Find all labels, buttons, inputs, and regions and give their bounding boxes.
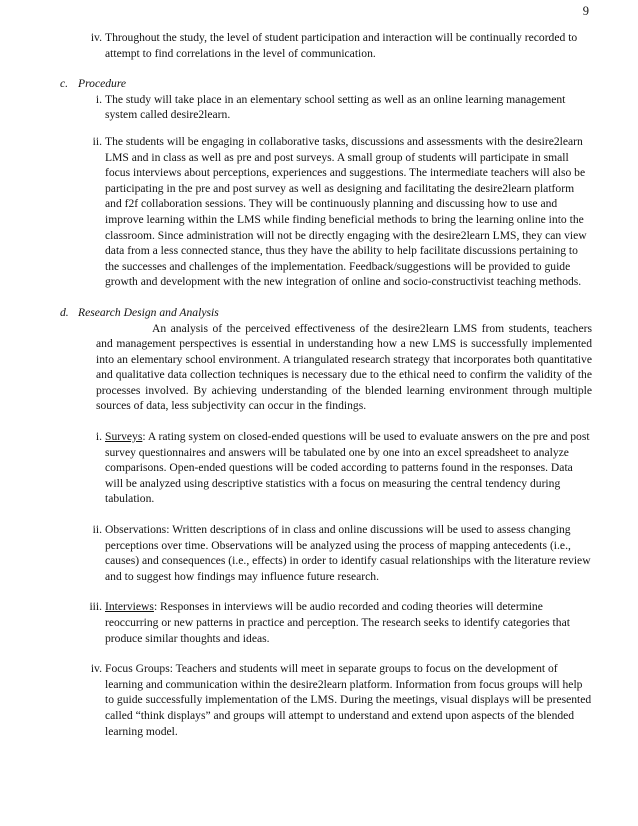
list-label: Observations [105, 523, 167, 537]
list-item-interviews [60, 599, 592, 646]
list-item [60, 92, 592, 123]
section-letter: d. [60, 305, 69, 319]
list-text: Throughout the study, the level of student participation and interaction will be continually recorded to attempt to find correlations in the level of communication. [105, 31, 578, 60]
list-text: The study will take place in an elementary school setting as well as an online learning management system called desire2learn. [105, 92, 566, 122]
list-number: i. [95, 430, 102, 444]
list-label: Surveys [105, 430, 143, 444]
list-number: i. [95, 92, 102, 106]
list-number: ii. [92, 134, 102, 148]
list-number: ii. [92, 523, 102, 537]
list-label: Interviews [105, 600, 154, 614]
section-heading-procedure [60, 76, 592, 92]
list-label: Focus Groups [105, 662, 170, 676]
list-item-focus-groups [60, 661, 592, 739]
list-text: : Teachers and students will meet in separate groups to focus on the development of learning and communication within the desire2learn platform. Information from focus groups will help to guide successfully implementation of the LMS. During the meetings, visual displays will be presented called “think displays” and groups will attempt to understand and extend upon aspects of the blended learning model. [105, 662, 592, 738]
list-number: iv. [90, 662, 102, 676]
section-letter: c. [60, 77, 69, 91]
list-text: : Written descriptions of in class and online discussions will be used to assess changing perceptions over time. Observations will be analyzed using the process of mapping antecedents (i.e., causes) and consequences (i.e., effects) in order to identify casual relationships with the literature review and to suggest how findings may influence future research. [105, 523, 591, 583]
section-title: Procedure [78, 77, 127, 91]
list-item-observations [60, 522, 592, 584]
paragraph-text: An analysis of the perceived effectiveness of the desire2learn LMS from students, teachers and management perspectives is essential in understanding how a new LMS is successfully implemented into an elementary school environment. A triangulated research strategy that incorporates both quantitative and qualitative data collection techniques is necessary due to the ethical need to confirm the validity of the processes involved. By achieving understanding of the blended learning environment through multiple sources of data, less subjectivity can occur in the findings. [96, 321, 592, 413]
list-number: iv. [90, 31, 102, 44]
list-text: : A rating system on closed-ended questions will be used to evaluate answers on the pre and post survey questionnaires and answers will be tabulated one by one into an excel spreadsheet to analyze comparisons. Open-ended questions will be coded according to patterns found in the responses. Data will be analyzed using descriptive statistics with a focus on measuring the central tendency during tabulation. [105, 430, 590, 506]
list-number: iii. [89, 600, 102, 614]
list-item-intro [60, 30, 592, 61]
section-title: Research Design and Analysis [78, 305, 219, 319]
section-heading-research [60, 305, 592, 321]
page-content [60, 30, 592, 739]
page-number: 9 [582, 4, 589, 18]
research-paragraph [60, 321, 592, 415]
list-text: The students will be engaging in collaborative tasks, discussions and assessments with the desire2learn LMS and in class as well as pre and post surveys. A small group of students will participate in small focus interviews about perceptions, experiences and suggestions. The intermediate teachers will also be participating in the pre and post survey as well as designing and facilitating the desire2learn platform and f2f collaboration sessions. They will be continuously planning and discussing how to use and improve learning within the LMS while finding beneficial methods to bring the learning online into the classroom. Since administration will not be directly engaging with the desire2learn LMS, they can view data from a less connected stance, thus they have the ability to help facilitate discussions pertaining to the successes and challenges of the implementation. Feedback/suggestions will be provided to guide growth and development with the new integration of online and socio-constructivist teaching methods. [105, 134, 587, 289]
list-item-surveys [60, 429, 592, 507]
list-item [60, 134, 592, 290]
list-text: : Responses in interviews will be audio recorded and coding theories will determine reoccurring or new patterns in practice and perception. The research seeks to identify categories that produce similar thoughts and ideas. [105, 600, 570, 645]
